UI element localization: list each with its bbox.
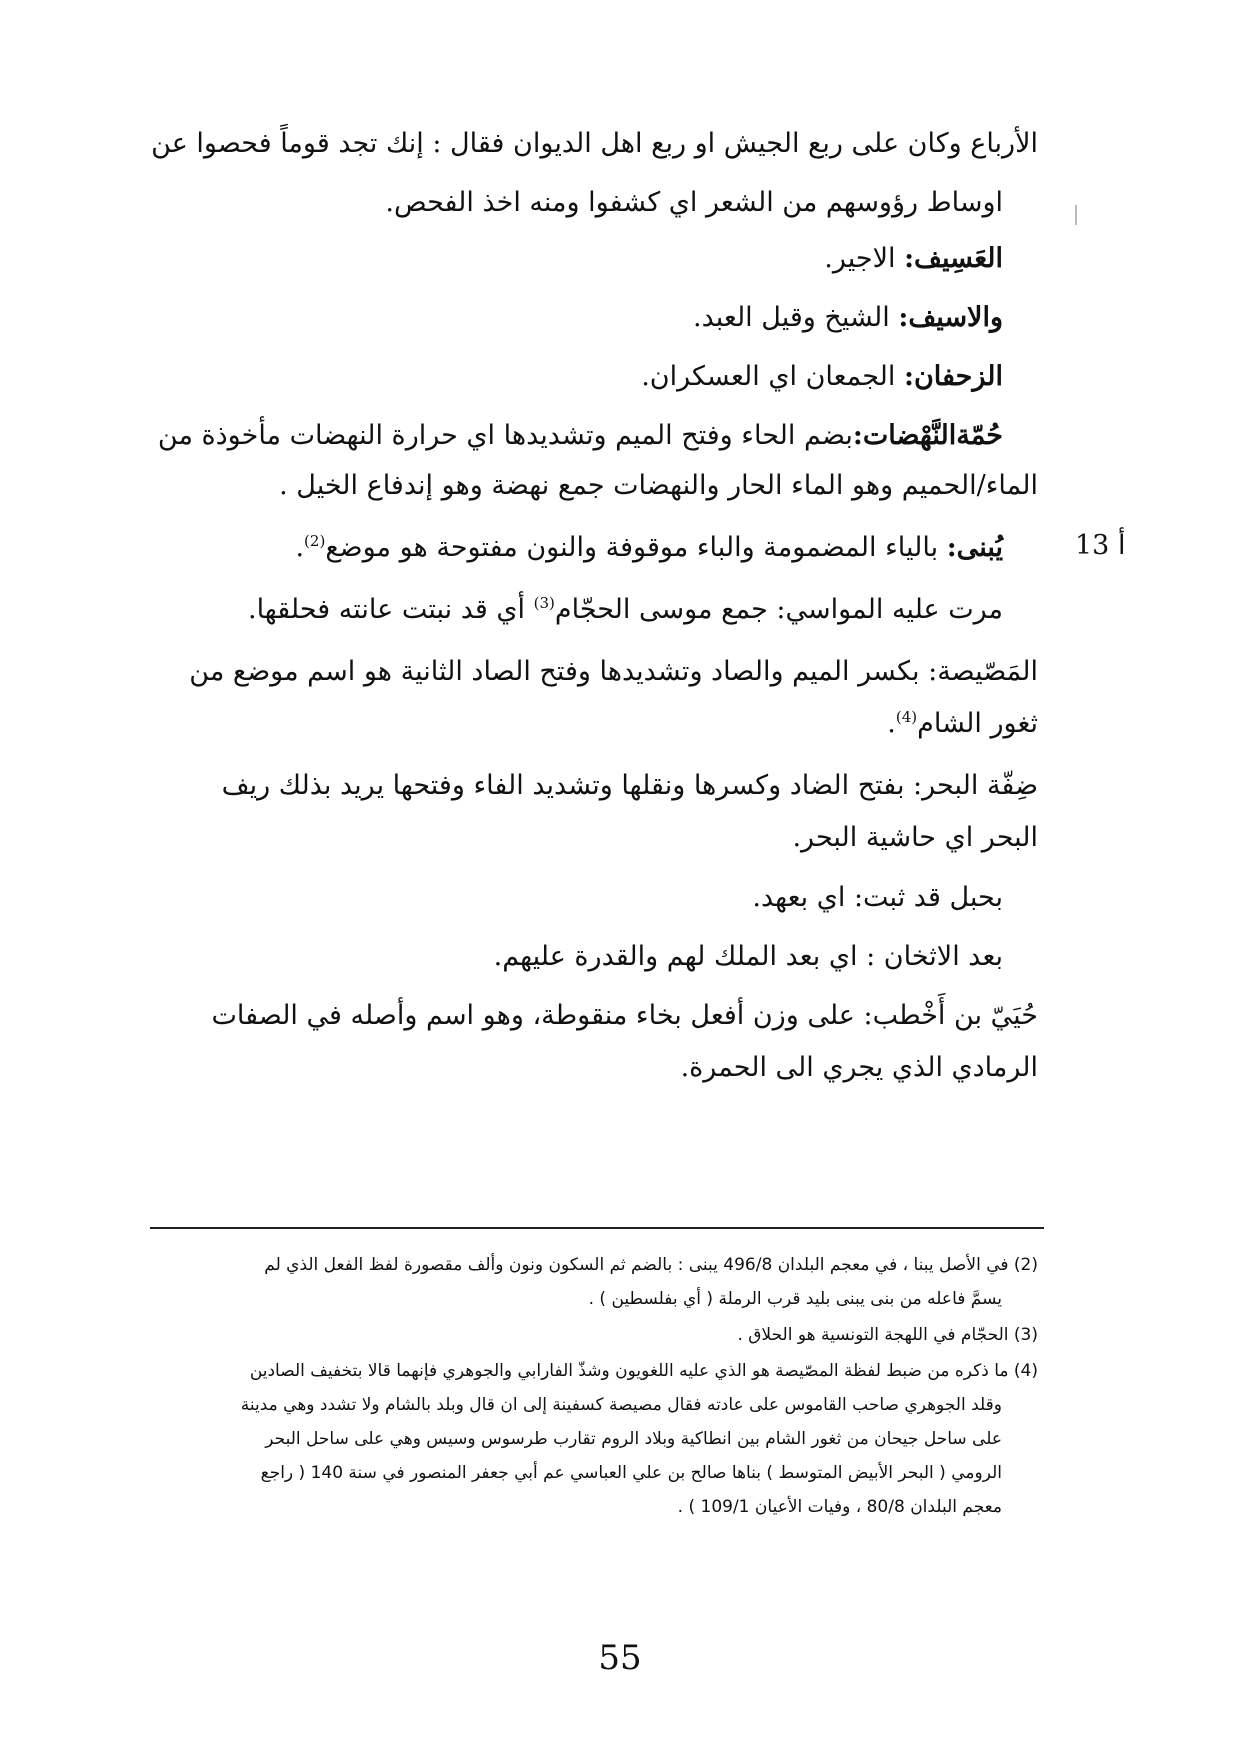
entry-mawasi <box>248 594 1003 625</box>
entry-text-end: أي قد نبتت عانته فحلقها. <box>248 594 534 625</box>
entry-massisa: المَصّيصة: بكسر الميم والصاد وتشديدها وفتح الصاد الثانية هو اسم موضع من <box>189 656 1038 687</box>
entry-ithkhan: بعد الاثخان : اي بعد الملك لهم والقدرة عليهم. <box>493 941 1003 972</box>
entry-diffat: ضِفّة البحر: بفتح الضاد وكسرها ونقلها وتشديد الفاء وفتحها يريد بذلك ريف <box>221 770 1038 801</box>
entry-text: ثغور الشام <box>917 708 1038 739</box>
page-number: 55 <box>598 1638 642 1678</box>
footnote-2-cont: يسمَّ فاعله من بنى يبنى بليد قرب الرملة ( أي بفلسطين ) . <box>588 1289 1002 1309</box>
entry-humma <box>158 420 1003 451</box>
punctuation: . <box>887 708 896 739</box>
footnote-4-cont: على ساحل جيحان من ثغور الشام بين انطاكية وبلاد الروم تقارب طرسوس وسيس وهي على ساحل البحر <box>265 1429 1002 1449</box>
entry-text: مرت عليه المواسي: جمع موسى الحجّام <box>554 594 1003 625</box>
entry-term: حُمّةالنَّهْضات: <box>852 420 1003 451</box>
entry-wal-asif <box>693 302 1003 333</box>
footnote-4-cont: معجم البلدان 80/8 ، وفيات الأعيان 109/1 ) . <box>677 1497 1002 1517</box>
paragraph-line <box>887 708 1038 739</box>
footnote-ref[interactable]: (2) <box>304 532 326 550</box>
punctuation: . <box>295 532 305 563</box>
paragraph-line: الأرباع وكان على ربع الجيش او ربع اهل الديوان فقال : إنك تجد قوماً فحصوا عن <box>151 128 1038 159</box>
footnote-4-cont: وقلد الجوهري صاحب القاموس على عادته فقال مصيصة كسفينة إلى ان قال وبلد بالشام ولا تشدد وهي مدينة <box>240 1395 1002 1415</box>
footnote-4: (4) ما ذكره من ضبط لفظة المصّيصة هو الذي عليه اللغويون وشذّ الفارابي والجوهري فإنهما قالا بتخفيف الصادين <box>249 1361 1038 1381</box>
footnote-3: (3) الحجّام في اللهجة التونسية هو الحلاق . <box>737 1325 1038 1345</box>
entry-definition: الاجير. <box>824 243 905 274</box>
entry-yubna <box>295 532 1003 563</box>
entry-definition: بالياء المضمومة والباء موقوفة والنون مفتوحة هو موضع <box>325 532 947 563</box>
paragraph-line: البحر اي حاشية البحر. <box>792 822 1038 853</box>
entry-term: يُبنى: <box>946 532 1003 563</box>
entry-term: الزحفان: <box>904 361 1003 392</box>
footnote-ref[interactable]: (4) <box>895 708 918 726</box>
footnote-ref[interactable]: (3) <box>533 594 555 612</box>
entry-term: والاسيف: <box>898 302 1003 333</box>
entry-zahfan <box>641 361 1003 392</box>
entry-term: العَسِيف: <box>904 243 1003 274</box>
paragraph-line: اوساط رؤوسهم من الشعر اي كشفوا ومنه اخذ الفحص. <box>385 187 1003 218</box>
entry-definition: الشيخ وقيل العبد. <box>693 302 899 333</box>
paragraph-line: الرمادي الذي يجري الى الحمرة. <box>680 1052 1038 1083</box>
entry-huyayy: حُيَيّ بن أَخْطب: على وزن أفعل بخاء منقوطة، وهو اسم وأصله في الصفات <box>211 1000 1038 1031</box>
footnote-4-cont: الرومي ( البحر الأبيض المتوسط ) بناها صالح بن علي العباسي عم أبي جعفر المنصور في سنة 140 ( راجع <box>260 1463 1002 1483</box>
entry-habl: بحبل قد ثبت: اي بعهد. <box>752 882 1003 913</box>
entry-definition: الجمعان اي العسكران. <box>641 361 904 392</box>
footnote-divider <box>150 1227 1044 1229</box>
footnote-2: (2) في الأصل يبنا ، في معجم البلدان 496/8 يبنى : بالضم ثم السكون ونون وألف مقصورة لفظ الفعل الذي لم <box>264 1255 1038 1275</box>
scan-mark <box>1075 205 1077 225</box>
entry-definition: بضم الحاء وفتح الميم وتشديدها اي حرارة النهضات مأخوذة من <box>157 420 853 451</box>
paragraph-line: الماء/الحميم وهو الماء الحار والنهضات جمع نهضة وهو إندفاع الخيل . <box>279 470 1038 501</box>
entry-asif <box>824 243 1003 274</box>
margin-folio-note: 13 أ <box>1075 530 1126 561</box>
